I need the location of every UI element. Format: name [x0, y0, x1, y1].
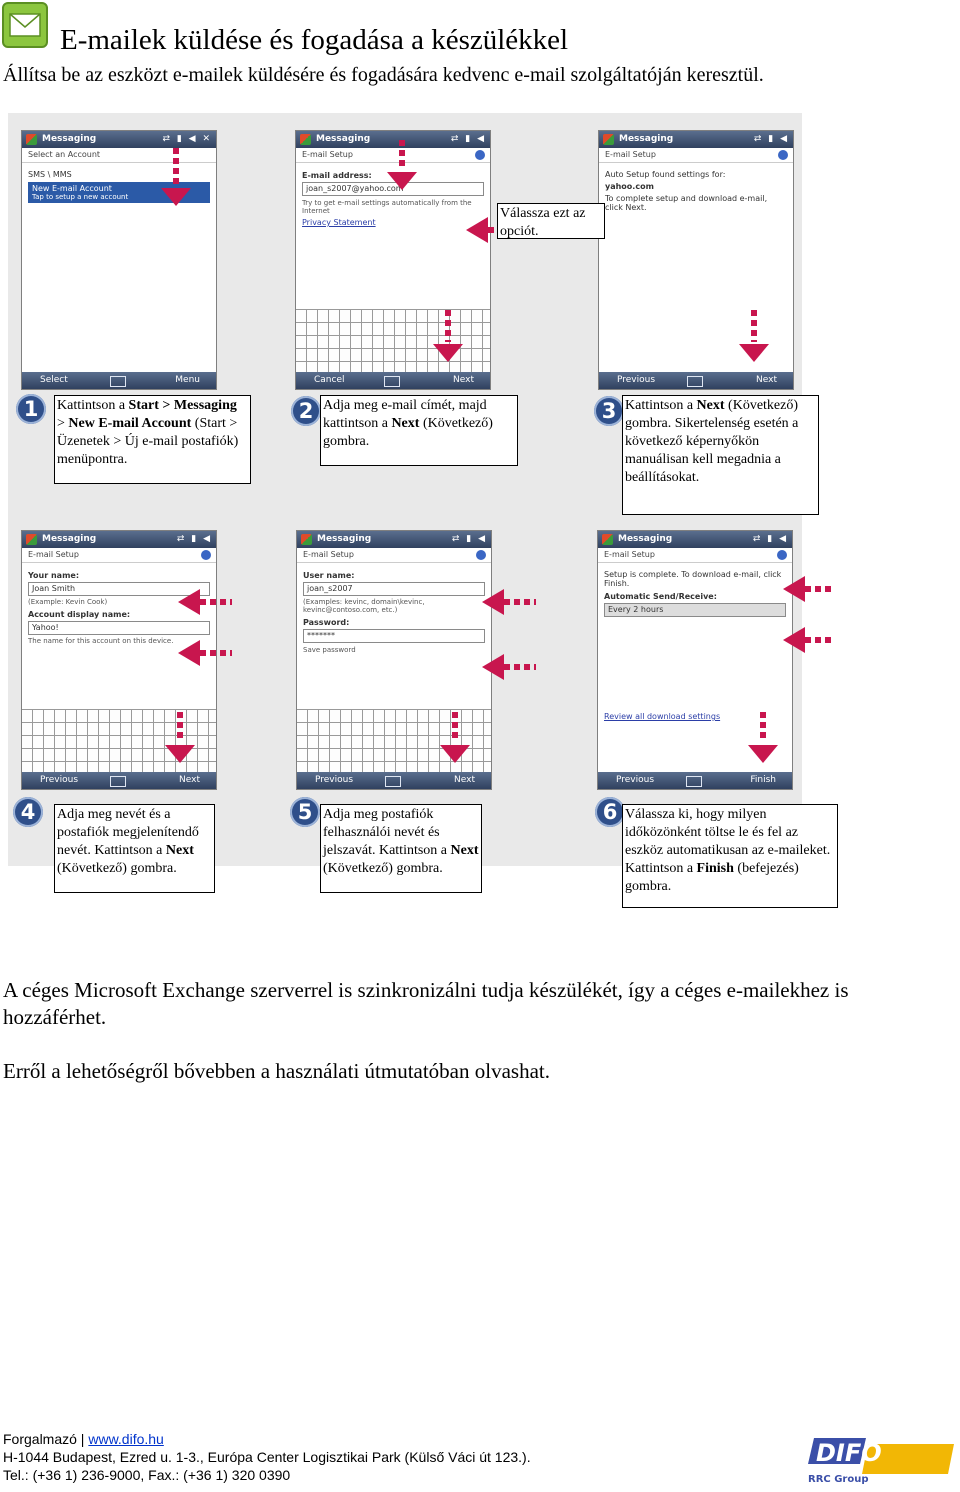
page-title: E-mailek küldése és fogadása a készülékkel [60, 24, 569, 56]
keyboard-icon[interactable] [110, 776, 126, 787]
screen-setup-complete: Messaging ⇄ ▮ ◀ E-mail Setup Setup is complete. To download e-mail, click Finish. Automatic Send/Receive: Every 2 hours Review all download settings Previous Finish [597, 530, 793, 790]
soft-key-right[interactable]: Next [453, 375, 474, 385]
screen-your-name: Messaging ⇄ ▮ ◀ E-mail Setup Your name: Joan Smith (Example: Kevin Cook) Account display name: Yahoo! The name for this account on this device. Previous Next [21, 530, 217, 790]
step-1-text: Kattintson a Start > Messaging > New E-mail Account (Start > Üzenetek > Új e-mail postafiók) menüpontra. [54, 395, 251, 484]
password-field[interactable]: ******* [303, 629, 485, 643]
arrow-trail [445, 310, 451, 342]
list-item[interactable]: SMS \ MMS [28, 170, 72, 179]
soft-key-right[interactable]: Next [454, 775, 475, 785]
step-number-badge: 6 [595, 797, 625, 827]
soft-key-left[interactable]: Previous [315, 775, 354, 785]
status-tray-icons: ⇄ ▮ ◀ ✕ [162, 134, 212, 144]
footer [3, 1430, 531, 1484]
step-number-badge: 2 [291, 396, 321, 426]
setup-complete-text: Setup is complete. To download e-mail, click Finish. [604, 570, 782, 588]
windows-start-icon [26, 534, 37, 545]
email-address-field[interactable]: joan_s2007@yahoo.com [302, 182, 484, 196]
display-name-hint: The name for this account on this device. [28, 637, 174, 645]
save-password-checkbox[interactable]: Save password [303, 646, 356, 654]
auto-setup-text: Auto Setup found settings for: [605, 170, 726, 179]
arrow-trail [200, 599, 232, 605]
arrow-trail [399, 140, 405, 170]
soft-key-left[interactable]: Previous [40, 775, 79, 785]
display-name-label: Account display name: [28, 610, 131, 619]
status-tray-icons: ⇄ ▮ ◀ [450, 134, 486, 144]
soft-key-right[interactable]: Finish [750, 775, 776, 785]
windows-start-icon [602, 534, 613, 545]
intro-text: Állítsa be az eszközt e-mailek küldésére és fogadására kedvenc e-mail szolgáltatóján keresztül. [3, 64, 764, 86]
privacy-statement-link[interactable]: Privacy Statement [302, 218, 376, 227]
arrow-down-icon [433, 344, 463, 362]
soft-key-left[interactable]: Previous [616, 775, 655, 785]
svg-text:DIFO: DIFO [816, 1439, 882, 1467]
keyboard-icon[interactable] [686, 776, 702, 787]
arrow-down-icon [440, 745, 470, 763]
keyboard-icon[interactable] [110, 376, 126, 387]
arrow-trail [751, 310, 757, 342]
arrow-trail [760, 712, 766, 742]
status-tray-icons: ⇄ ▮ ◀ [753, 134, 789, 144]
keyboard-icon[interactable] [384, 376, 400, 387]
arrow-left-icon [482, 589, 504, 615]
screen-subtitle: Select an Account [22, 148, 216, 163]
auto-settings-checkbox[interactable]: Try to get e-mail settings automatically from the Internet [302, 199, 472, 215]
screen-subtitle: E-mail Setup [28, 550, 79, 559]
auto-send-receive-label: Automatic Send/Receive: [604, 592, 717, 601]
soft-key-right[interactable]: Next [179, 775, 200, 785]
step-number-badge: 5 [290, 797, 320, 827]
email-icon [2, 2, 48, 48]
arrow-trail [177, 712, 183, 742]
auto-send-receive-select[interactable]: Every 2 hours [604, 603, 786, 617]
difo-website-link[interactable]: www.difo.hu [88, 1431, 164, 1447]
screen-subtitle: E-mail Setup [302, 150, 353, 159]
screen-select-account: Messaging ⇄ ▮ ◀ ✕ Select an Account SMS \ MMS New E-mail Account Tap to setup a new account Select Menu [21, 130, 217, 390]
screen-auto-setup: Messaging ⇄ ▮ ◀ E-mail Setup Auto Setup found settings for: yahoo.com To complete setup and download e-mail, click Next. Previous Next [598, 130, 794, 390]
option-callout: Válassza ezt az opciót. [497, 203, 605, 239]
arrow-trail [805, 637, 835, 643]
arrow-down-icon [387, 172, 417, 190]
step-number-badge: 1 [16, 394, 46, 424]
status-tray-icons: ⇄ ▮ ◀ [451, 534, 487, 544]
windows-start-icon [603, 134, 614, 145]
help-icon[interactable] [777, 550, 787, 560]
arrow-trail [504, 599, 536, 605]
keyboard-icon[interactable] [687, 376, 703, 387]
on-screen-keyboard[interactable] [296, 309, 490, 372]
arrow-trail [200, 650, 232, 656]
soft-key-right[interactable]: Menu [175, 375, 200, 385]
review-download-settings-link[interactable]: Review all download settings [604, 712, 721, 721]
status-tray-icons: ⇄ ▮ ◀ [176, 534, 212, 544]
arrow-down-icon [165, 745, 195, 763]
svg-text:RRC Group: RRC Group [808, 1474, 869, 1485]
keyboard-icon[interactable] [385, 776, 401, 787]
exchange-paragraph: A céges Microsoft Exchange szerverrel is szinkronizálni tudja készülékét, így a céges e-mailekhez is hozzáférhet. [3, 978, 849, 1029]
step-6-text: Válassza ki, hogy milyen időközönként töltse le és fel az eszköz automatikusan az e-maileket. Kattintson a Finish (befejezés) gombra. [622, 804, 838, 908]
step-3-text: Kattintson a Next (Következő) gombra. Sikertelenség esetén a következő képernyőkön manuálisan kell megadnia a beállításokat. [622, 395, 819, 515]
windows-start-icon [301, 534, 312, 545]
manual-paragraph: Erről a lehetőségről bővebben a használati útmutatóban olvashat. [3, 1059, 550, 1083]
display-name-field[interactable]: Yahoo! [28, 621, 210, 635]
footer-distributor: Forgalmazó | www.difo.hu [3, 1431, 164, 1447]
arrow-trail [504, 664, 536, 670]
user-name-field[interactable]: joan_s2007 [303, 582, 485, 596]
your-name-hint: (Example: Kevin Cook) [28, 598, 108, 606]
screen-email-address: Messaging ⇄ ▮ ◀ E-mail Setup E-mail address: joan_s2007@yahoo.com Try to get e-mail settings automatically from the Internet Privacy Statement Cancel Next [295, 130, 491, 390]
arrow-down-icon [748, 745, 778, 763]
step-5-text: Adja meg postafiók felhasználói nevét és jelszavát. Kattintson a Next (Következő) gombra. [320, 804, 482, 893]
arrow-down-icon [161, 188, 191, 206]
setup-instruction: To complete setup and download e-mail, click Next. [605, 194, 768, 212]
screen-user-name: Messaging ⇄ ▮ ◀ E-mail Setup User name: joan_s2007 (Examples: kevinc, domain\kevinc, kevinc@contoso.com, etc.) Password: ******* Save password Previous Next [296, 530, 492, 790]
email-address-label: E-mail address: [302, 171, 372, 180]
arrow-left-icon [178, 589, 200, 615]
arrow-trail [805, 586, 835, 592]
arrow-left-icon [783, 627, 805, 653]
screen-subtitle: E-mail Setup [303, 550, 354, 559]
windows-start-icon [300, 134, 311, 145]
windows-start-icon [26, 134, 37, 145]
screen-subtitle: E-mail Setup [604, 550, 655, 559]
password-label: Password: [303, 618, 350, 627]
arrow-down-icon [739, 344, 769, 362]
help-icon[interactable] [778, 150, 788, 160]
user-name-label: User name: [303, 571, 355, 580]
arrow-left-icon [482, 654, 504, 680]
status-tray-icons: ⇄ ▮ ◀ [752, 534, 788, 544]
soft-key-left[interactable]: Cancel [314, 375, 345, 385]
footer-phone: Tel.: (+36 1) 236-9000, Fax.: (+36 1) 320 0390 [3, 1467, 291, 1483]
help-icon[interactable] [201, 550, 211, 560]
arrow-trail [173, 148, 179, 186]
soft-key-left[interactable]: Previous [617, 375, 656, 385]
arrow-left-icon [178, 640, 200, 666]
step-number-badge: 4 [13, 797, 43, 827]
difo-logo [806, 1434, 956, 1486]
user-name-hint: (Examples: kevinc, domain\kevinc, kevinc@contoso.com, etc.) [303, 598, 425, 614]
step-number-badge: 3 [594, 396, 624, 426]
your-name-field[interactable]: Joan Smith [28, 582, 210, 596]
step-4-text: Adja meg nevét és a postafiók megjelenítendő nevét. Kattintson a Next (Következő) gombra. [54, 804, 215, 893]
arrow-left-icon [466, 217, 488, 243]
help-icon[interactable] [476, 550, 486, 560]
your-name-label: Your name: [28, 571, 80, 580]
footer-address: H-1044 Budapest, Ezred u. 1-3., Európa Center Logisztikai Park (Külső Váci út 123.). [3, 1449, 531, 1465]
step-2-text: Adja meg e-mail címét, majd kattintson a Next (Következő) gombra. [320, 395, 518, 466]
arrow-trail [452, 712, 458, 742]
soft-key-right[interactable]: Next [756, 375, 777, 385]
provider-name: yahoo.com [605, 182, 654, 191]
arrow-left-icon [783, 576, 805, 602]
soft-key-left[interactable]: Select [40, 375, 68, 385]
help-icon[interactable] [475, 150, 485, 160]
screen-subtitle: E-mail Setup [605, 150, 656, 159]
new-email-account-item[interactable]: New E-mail Account Tap to setup a new account [28, 182, 210, 203]
